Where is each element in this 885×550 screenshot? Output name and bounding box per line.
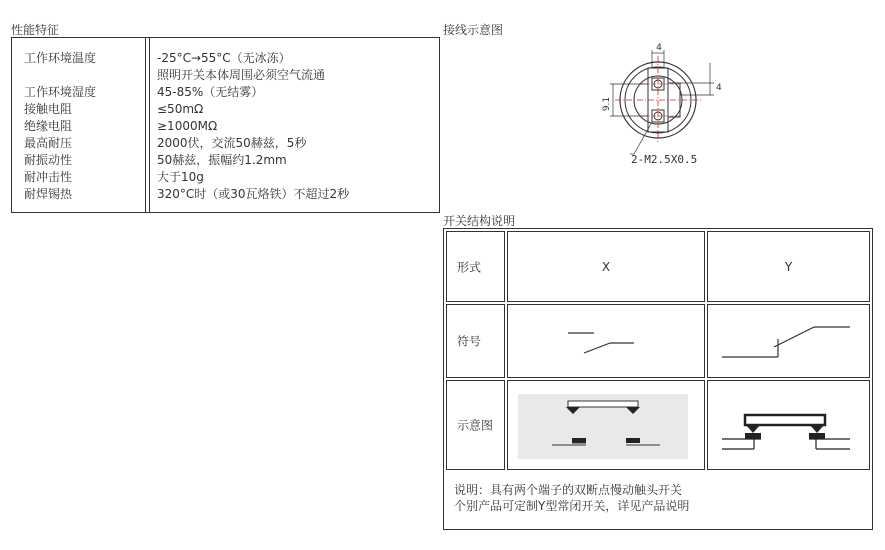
performance-row (12, 67, 439, 84)
performance-value: 照明开关本体周围必须空气流通 (157, 68, 326, 82)
performance-value: -25°C→55°C（无冰冻） (157, 51, 291, 65)
note-line-1: 说明：具有两个端子的双断点慢动触头开关 (454, 483, 683, 497)
dim-left-label: 9.1 (602, 96, 612, 112)
structure-table (443, 228, 873, 530)
cell-symbol-label (446, 304, 505, 378)
performance-value: ≤50mΩ (157, 102, 204, 116)
performance-value: 50赫兹，振幅约1.2mm (157, 153, 287, 167)
performance-value: ≥1000MΩ (157, 119, 218, 133)
dim-right-label: 4 (716, 83, 722, 93)
symbol-label: 符号 (457, 334, 482, 349)
cell-diagram-y (707, 380, 870, 470)
performance-label: 最高耐压 (24, 136, 73, 150)
performance-value: 45-85%（无结雾） (157, 85, 264, 99)
diagram-x-icon (508, 381, 706, 471)
dim-top-label: 4 (656, 43, 662, 53)
performance-table (11, 37, 440, 213)
performance-label: 接触电阻 (24, 102, 73, 116)
performance-label: 耐冲击性 (24, 170, 73, 184)
performance-title: 性能特征 (11, 23, 60, 37)
performance-row (12, 152, 439, 169)
performance-row (12, 169, 439, 186)
structure-title: 开关结构说明 (443, 214, 516, 228)
cell-form-label (446, 231, 505, 302)
form-label: 形式 (457, 260, 482, 274)
wiring-diagram (590, 38, 725, 168)
cell-diagram-label (446, 380, 505, 470)
cell-diagram-x (507, 380, 705, 470)
performance-label: 工作环境温度 (24, 51, 97, 65)
cell-col-y (707, 231, 870, 302)
performance-row (12, 50, 439, 67)
performance-label: 绝缘电阻 (24, 119, 73, 133)
performance-value: 大于10g (157, 170, 204, 184)
performance-label: 耐振动性 (24, 153, 73, 167)
performance-value: 2000伏，交流50赫兹，5秒 (157, 136, 307, 150)
performance-value: 320°C时（或30瓦烙铁）不超过2秒 (157, 187, 350, 201)
wiring-title: 接线示意图 (443, 23, 504, 37)
cell-col-x (507, 231, 705, 302)
col-y-label: Y (784, 259, 793, 274)
cell-symbol-y (707, 304, 870, 378)
performance-label: 耐焊锡热 (24, 187, 73, 201)
diagram-label: 示意图 (457, 418, 494, 433)
performance-row (12, 135, 439, 152)
structure-note (454, 482, 689, 514)
col-x-label: X (601, 259, 611, 274)
screw-label: 2-M2.5X0.5 (631, 153, 698, 166)
note-line-2: 个别产品可定制Y型常闭开关，详见产品说明 (454, 499, 690, 513)
performance-row (12, 186, 439, 203)
cell-symbol-x (507, 304, 705, 378)
performance-label: 工作环境湿度 (24, 85, 97, 99)
diagram-y-icon (708, 381, 871, 471)
performance-row (12, 118, 439, 135)
performance-row (12, 101, 439, 118)
symbol-y-icon (708, 305, 871, 379)
performance-row (12, 84, 439, 101)
symbol-x-icon (508, 305, 706, 379)
